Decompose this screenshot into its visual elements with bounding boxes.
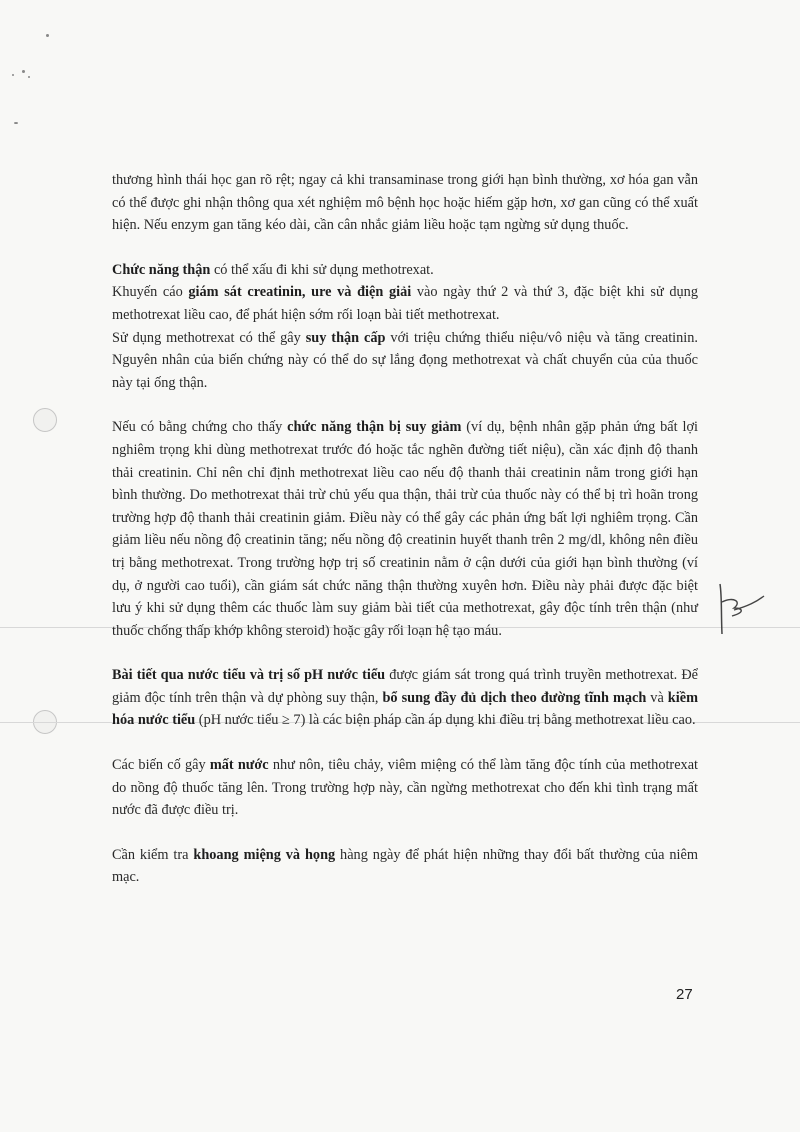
bold-term: chức năng thận bị suy giảm <box>287 419 462 436</box>
text-run: như nôn, tiêu chảy, viêm miệng có thể làm tăng độc tính của methotrexat do nồng độ thuốc tăng lên. Trong trường hợp này, cần ngừng methotrexat cho đến khi tình trạng mất nước đã được điều trị. <box>112 757 699 819</box>
text-run: hàng ngày để phát hiện những thay đổi bất thường của niêm mạc. <box>112 846 698 886</box>
paragraph-acute-renal-failure <box>112 327 698 395</box>
text-run: và <box>646 689 668 706</box>
text-run: Nếu có bằng chứng cho thấy <box>112 419 288 436</box>
bold-term: khoang miệng và họng <box>193 846 336 863</box>
paragraph-renal-monitoring <box>112 281 698 326</box>
body-text <box>112 169 698 889</box>
text-run: có thể xấu đi khi sử dụng methotrexat. <box>210 261 434 278</box>
page-number: 27 <box>676 986 693 1003</box>
bold-term: Bài tiết qua nước tiểu và trị số pH nước tiểu <box>112 667 386 684</box>
bold-term: kiềm hóa nước tiểu <box>112 689 698 729</box>
paragraph-dehydration <box>112 754 698 822</box>
scan-speck <box>46 34 49 37</box>
paragraph-urine-excretion-ph <box>112 664 698 732</box>
scan-speck <box>28 76 30 78</box>
paragraph-impaired-renal-function <box>112 416 698 642</box>
text-run: với triệu chứng thiểu niệu/vô niệu và tăng creatinin. Nguyên nhân của biến chứng này có thể do sự lắng đọng methotrexat và chất chuyển của của thuốc này tại ống thận. <box>112 329 699 391</box>
text-run: Sử dụng methotrexat có thể gây <box>112 329 306 346</box>
bold-term: Chức năng thận <box>112 261 211 278</box>
paragraph-hepatic-continued <box>112 169 698 237</box>
scan-speck <box>14 122 18 124</box>
bold-term: bổ sung đầy đủ dịch theo đường tĩnh mạch <box>382 689 647 706</box>
bold-term: mất nước <box>209 757 269 774</box>
punch-hole <box>33 408 57 432</box>
text-run: Các biến cố gây <box>112 757 210 774</box>
scan-speck <box>12 74 14 76</box>
text-run: thương hình thái học gan rõ rệt; ngay cả khi transaminase trong giới hạn bình thường, xơ hóa gan vẫn có thể được ghi nhận thông qua xét nghiệm mô bệnh học hoặc hiếm gặp hơn, xơ gan cũng có thể xuất hiện. Nếu enzym gan tăng kéo dài, cần cân nhắc giảm liều hoặc tạm ngừng sử dụng thuốc. <box>112 172 698 234</box>
text-run: được giám sát trong quá trình truyền methotrexat. Để giảm độc tính trên thận và dự phòng suy thận, <box>112 667 698 706</box>
text-run: (pH nước tiểu ≥ 7) là các biện pháp cần áp dụng khi điều trị bằng methotrexat liều cao. <box>195 712 696 729</box>
paragraph-renal-function-intro <box>112 259 698 282</box>
bold-term: giám sát creatinin, ure và điện giải <box>188 284 412 301</box>
scan-speck <box>22 70 25 73</box>
bold-term: suy thận cấp <box>305 329 386 346</box>
text-run: Cần kiểm tra <box>112 846 194 863</box>
paragraph-oral-mucosa <box>112 844 698 889</box>
text-run: (ví dụ, bệnh nhân gặp phản ứng bất lợi nghiêm trọng khi dùng methotrexat trước đó hoặc tắc nghẽn đường tiết niệu), cần xác định độ thanh thải creatinin. Chỉ nên chỉ định methotrexat liều cao nếu độ thanh thải creatinin nằm trong giới hạn bình thường. Do methotrexat thải trừ chủ yếu qua thận, thải trừ của thuốc này có thể bị trì hoãn trong trường hợp độ thanh thải creatinin giảm. Điều này có thể gây các phản ứng bất lợi nghiêm trọng. Cần giảm liều nếu nồng độ creatinin tăng; nếu nồng độ creatinin huyết thanh trên 2 mg/dl, không nên điều trị bằng methotrexat. Trong trường hợp trị số creatinin nằm ở cận dưới của giới hạn bình thường (ví dụ, ở người cao tuổi), cần giám sát chức năng thận thường xuyên hơn. Điều này phải được đặc biệt lưu ý khi sử dụng thêm các thuốc làm suy giảm bài tiết của methotrexat, gây độc tính trên thận (như thuốc chống thấp khớp không steroid) hoặc gây rối loạn hệ tạo máu. <box>112 419 698 639</box>
handwritten-mark-icon <box>712 582 772 642</box>
text-run: vào ngày thứ 2 và thứ 3, đặc biệt khi sử dụng methotrexat liều cao, để phát hiện sớm rối loạn bài tiết methotrexat. <box>112 284 698 323</box>
text-run: Khuyến cáo <box>112 284 189 301</box>
